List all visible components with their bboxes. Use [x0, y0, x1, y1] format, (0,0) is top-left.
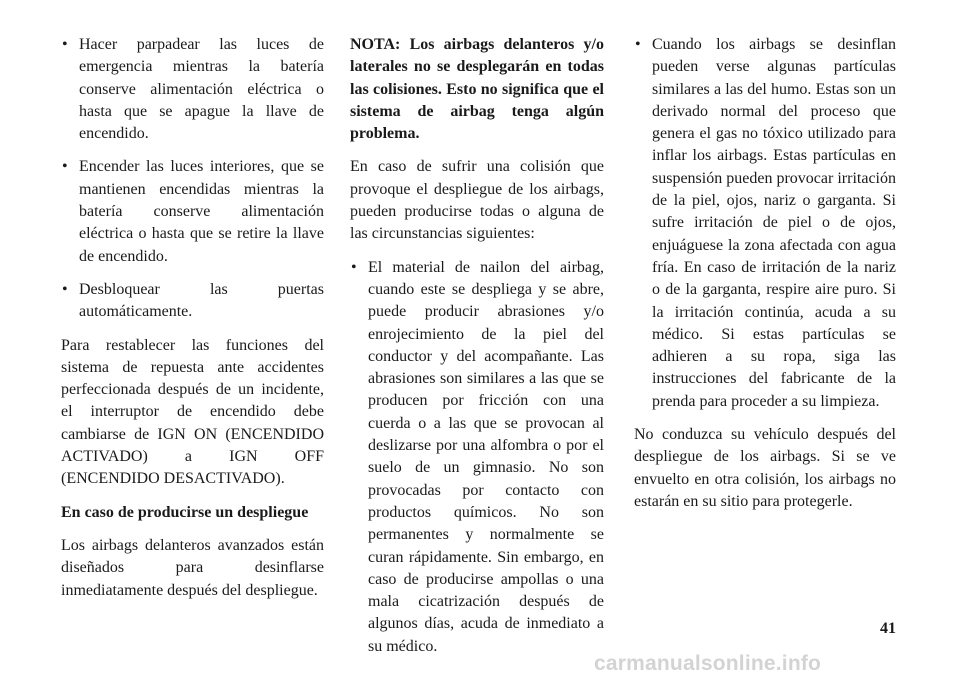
column-right — [634, 34, 896, 524]
bullet-icon: • — [62, 280, 68, 298]
hazard-actions-list — [61, 34, 324, 324]
column-middle — [350, 34, 604, 669]
page-number: 41 — [880, 620, 896, 637]
list-item: • Desbloquear las puertas automáticamente. — [62, 280, 324, 321]
bullet-icon: • — [62, 36, 68, 53]
bullet-icon: • — [635, 36, 641, 53]
note-paragraph: NOTA: Los airbags delanteros y/o laterales no se desplegarán en todas las colisiones. Esto no significa que el sistema de airbag tenga algún problema. — [350, 36, 604, 143]
watermark: carmanualsonline.info — [594, 652, 822, 675]
intro-paragraph: En caso de sufrir una colisión que provoque el despliegue de los airbags, pueden producirse todas o alguna de las circunstancias siguientes: — [350, 158, 604, 243]
effects-list — [350, 257, 604, 658]
list-item: • El material de nailon del airbag, cuando este se despliega y se abre, puede producir abrasiones y/o enrojecimiento de la piel del conductor y del acompañante. Las abrasiones son similares a las que se producen por fricción con una cuerda o a las que se provocan al deslizarse por una alfombra o por el suelo de un gimnasio. No son provocadas por contacto con productos químicos. No son permanentes y normalmente se curan rápidamente. Sin embargo, en caso de producirse ampollas o una mala cicatrización después de algunos días, acuda de inmediato a su médico. — [351, 258, 604, 655]
closing-paragraph: No conduzca su vehículo después del despliegue de los airbags. Si se ve envuelto en otra colisión, los airbags no estarán en su sitio para protegerle. — [634, 426, 896, 510]
list-item: • Encender las luces interiores, que se mantienen encendidas mientras la batería conserve alimentación eléctrica o hasta que se retire la llave de encendido. — [62, 158, 324, 265]
deploy-paragraph: Los airbags delanteros avanzados están diseñados para desinflarse inmediatamente después del despliegue. — [61, 536, 324, 599]
list-item: • Hacer parpadear las luces de emergencia mientras la batería conserve alimentación eléctrica o hasta que se apague la llave de encendido. — [62, 36, 324, 143]
particles-list — [634, 34, 896, 413]
bullet-icon: • — [62, 158, 68, 176]
reset-paragraph: Para restablecer las funciones del sistema de repuesta ante accidentes perfeccionada después de un incidente, el interruptor de encendido debe cambiarse de IGN ON (ENCENDIDO ACTIVADO) a IGN OFF (ENCENDIDO DESACTIVADO). — [61, 336, 324, 488]
column-left — [61, 34, 324, 613]
bullet-icon: • — [351, 258, 357, 276]
list-item: • Cuando los airbags se desinflan pueden verse algunas partículas similares a las del humo. Estas son un derivado normal del proceso que genera el gas no tóxico utilizado para inflar los airbags. Estas partículas en suspensión pueden provocar irritación de la piel, ojos, nariz o garganta. Si sufre irritación de piel o de ojos, enjuáguese la zona afectada con agua fría. En caso de irritación de la nariz o de la garganta, respire aire puro. Si la irritación continúa, acuda a su médico. Si estas partículas se adhieren a su ropa, siga las instrucciones del fabricante de la prenda para proceder a su limpieza. — [635, 36, 896, 410]
section-heading: En caso de producirse un despliegue — [61, 503, 309, 521]
